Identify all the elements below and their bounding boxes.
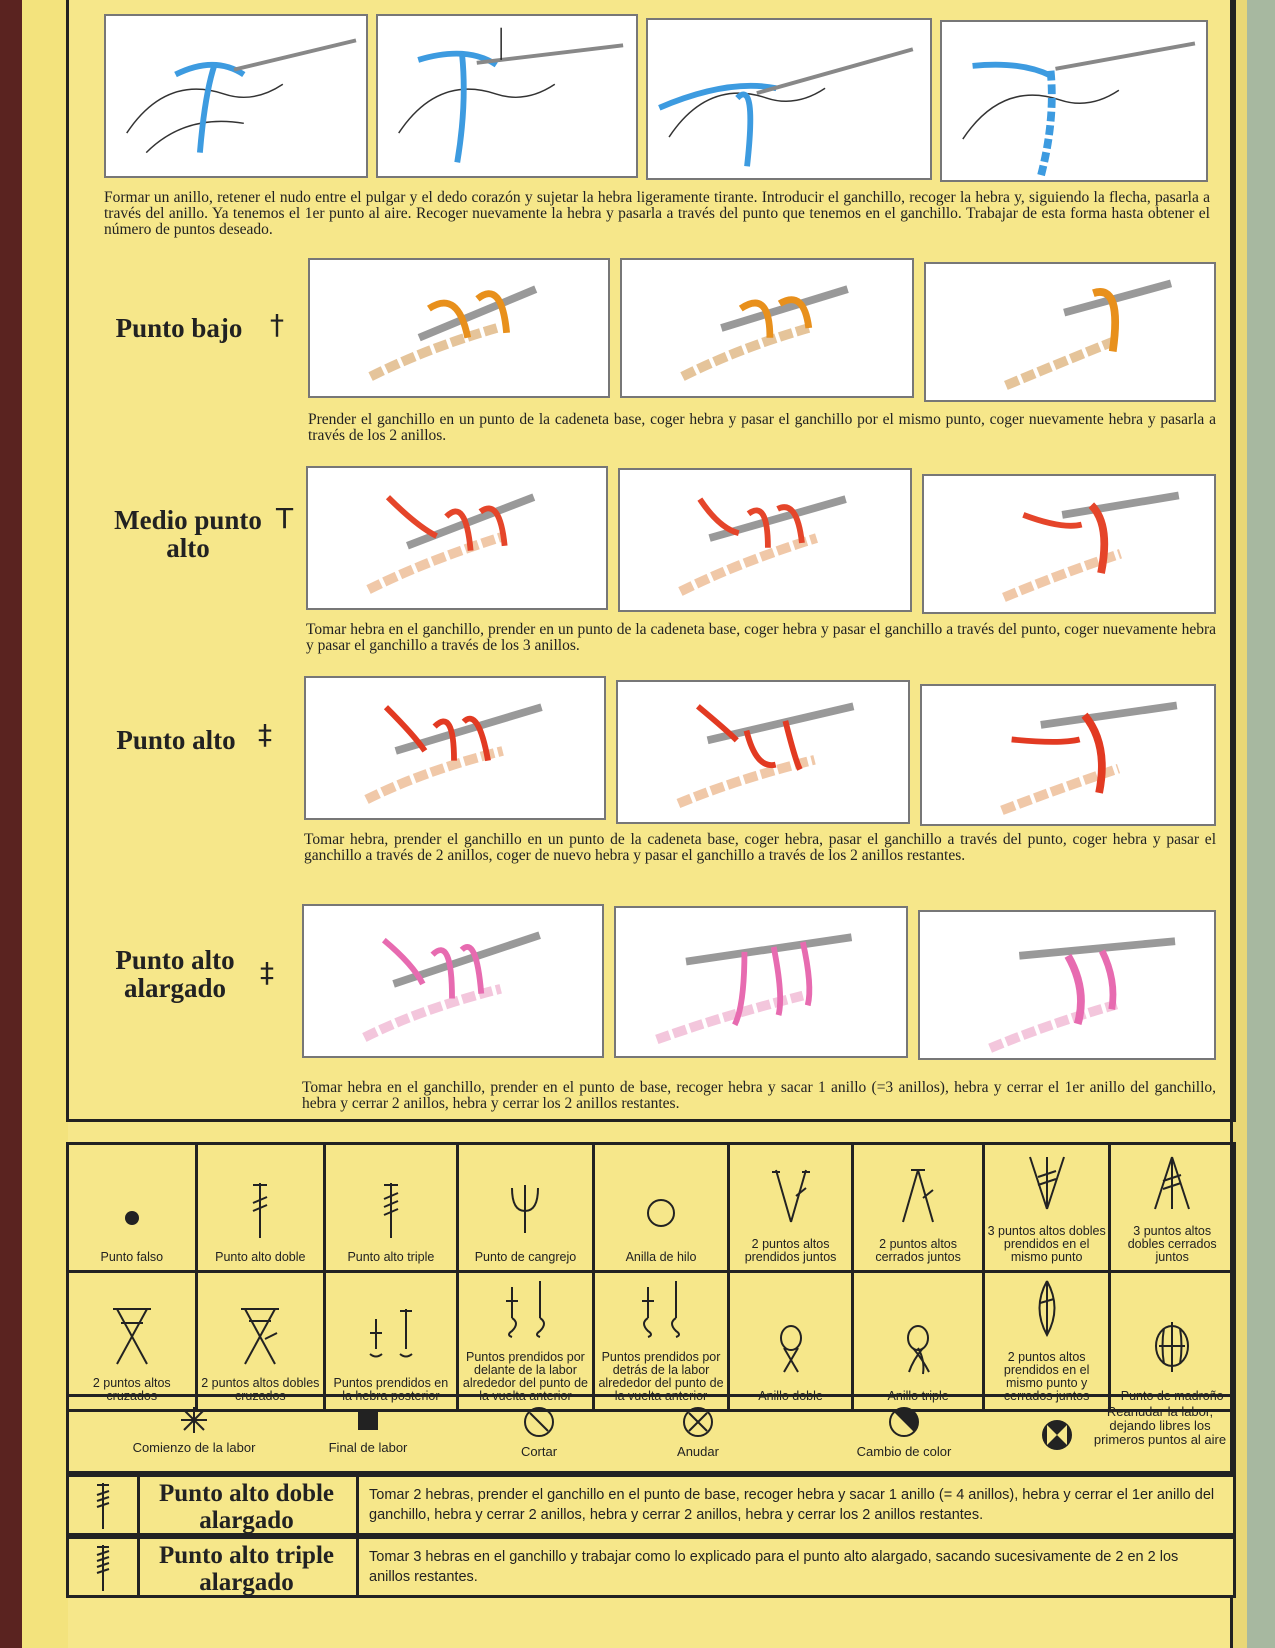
medio-punto-alto-step-2-illustration [618,468,912,612]
symbol-legend-table [66,1142,1236,1412]
legend-cell [594,1144,729,1272]
punto-alto-step-1-illustration [304,676,606,820]
legend-label: Puntos prendidos por detrás de la labor alrededor del punto de la vuelta anterior [598,1350,724,1403]
stitch-title-punto-alto: Punto alto [116,725,236,755]
medio-punto-alto-step-1-illustration [306,466,608,610]
v-icon [732,1160,850,1230]
punto-alto-triple-alargado-title: Punto alto triple alargado [137,1539,359,1595]
symbol-legend-row-3 [66,1394,1236,1474]
punto-alto-alargado-step-1-illustration [302,904,604,1058]
legend-label: Anilla de hilo [625,1250,697,1264]
bottom-row-punto-alto-doble-alargado [66,1474,1236,1536]
triple-treble-long-icon [69,1539,137,1595]
a-icon [856,1160,980,1230]
legend-cell [829,1397,979,1471]
legend-label: Comienzo de la labor [132,1440,256,1455]
page-margin-left [22,0,68,1648]
legend-label: 2 puntos altos cerrados juntos [875,1237,961,1264]
double-treble-icon [200,1173,322,1243]
legend-cell [68,1272,197,1411]
legend-label: 3 puntos altos dobles cerrados juntos [1127,1224,1217,1264]
punto-bajo-step-1-illustration [308,258,610,398]
chain-step-1-illustration [104,14,368,178]
medio-punto-alto-step-3-illustration [922,474,1216,614]
color-change-icon [887,1405,921,1439]
page-edge-right [1247,0,1275,1648]
knot-icon [681,1405,715,1439]
legend-icon-cell [1039,1397,1075,1471]
legend-label: 2 puntos altos prendidos en el mismo punto y cerrados juntos [1003,1350,1090,1403]
stitch-title-punto-alto-alargado: Punto alto alargado [115,945,235,1003]
legend-label: Punto falso [100,1250,164,1264]
back-post-icon [597,1273,725,1343]
punto-alto-alargado-description: Tomar hebra en el ganchillo, prender en el punto de base, recoger hebra y sacar 1 anillo (=3 anillos), hebra y cerrar el 1er anillo del ganchillo, hebra y cerrar 2 anillos, hebra y cerrar los 2 anillos restantes. [302,1079,1216,1112]
legend-label: Anudar [677,1444,719,1459]
punto-bajo-step-3-illustration [924,262,1216,402]
punto-alto-step-3-illustration [920,684,1216,826]
legend-cell [325,1272,458,1411]
legend-cell [313,1397,423,1471]
legend-cell [728,1272,853,1411]
chain-step-3-illustration [646,18,932,180]
dot-icon [71,1173,193,1243]
punto-alto-symbol: ‡ [258,718,272,751]
punto-alto-alargado-step-2-illustration [614,906,908,1058]
legend-cell [68,1144,197,1272]
punto-alto-step-2-illustration [616,680,910,824]
crab-stitch-icon [461,1173,591,1243]
cut-icon [522,1405,556,1439]
triple-treble-icon [328,1173,454,1243]
double-ring-icon [732,1312,850,1382]
legend-cell [728,1144,853,1272]
resume-icon [1039,1417,1075,1453]
punto-alto-triple-alargado-description: Tomar 3 hebras en el ganchillo y trabajar como lo explicado para el punto alto alargado, sacando sucesivamente de 2 en 2 los anillos restantes. [369,1549,1179,1585]
legend-cell [457,1144,594,1272]
double-treble-long-icon [69,1477,137,1533]
punto-bajo-step-2-illustration [620,258,914,398]
legend-label: Punto de madroño [1120,1389,1224,1403]
triple-a-icon [1113,1147,1231,1217]
legend-cell [1110,1144,1235,1272]
punto-alto-triple-alargado-symbol-cell [69,1539,140,1595]
punto-alto-description: Tomar hebra, prender el ganchillo en un punto de la cadeneta base, coger hebra, pasar el ganchillo a través del punto, coger hebra y pasar el ganchillo a través de 2 anillos, coger de nuevo hebra y pasar el ganchillo a través de los 2 anillos restantes. [304,831,1216,864]
legend-cell [594,1272,729,1411]
legend-label: Cortar [520,1444,558,1459]
legend-label: Punto alto doble [215,1250,306,1264]
page-edge-left [0,0,22,1648]
legend-label: 2 puntos altos cruzados [92,1376,171,1403]
legend-label: Final de labor [328,1440,408,1455]
legend-cell [1110,1272,1235,1411]
punto-alto-alargado-step-3-illustration [918,910,1216,1060]
chain-step-2-illustration [376,14,638,178]
legend-cell [853,1144,984,1272]
legend-cell [325,1144,458,1272]
legend-cell [479,1397,599,1471]
cluster-icon [987,1273,1107,1343]
legend-label: Anillo doble [758,1389,823,1403]
legend-cell [196,1272,325,1411]
legend-label: Puntos prendidos en la hebra posterior [333,1376,449,1403]
legend-cell [457,1272,594,1411]
legend-label: 2 puntos altos prendidos juntos [744,1237,837,1264]
front-post-icon [461,1273,591,1343]
legend-label: Punto de cangrejo [474,1250,577,1264]
punto-bajo-description: Prender el ganchillo en un punto de la cadeneta base, coger hebra y pasar el ganchillo por el mismo punto, coger nuevamente hebra y pasarla a través de los 2 anillos. [308,411,1216,444]
legend-cell [109,1397,279,1471]
legend-label: Cambio de color [856,1444,952,1459]
legend-label: Anillo triple [887,1389,949,1403]
bobble-icon [1113,1312,1231,1382]
square-icon [353,1405,383,1435]
circle-icon [597,1173,725,1243]
asterisk-icon [179,1405,209,1435]
stitch-title-medio-punto-alto: Medio punto alto [114,505,262,563]
triple-ring-icon [856,1312,980,1382]
legend-cell [853,1272,984,1411]
punto-bajo-symbol: † [270,308,284,341]
punto-alto-doble-alargado-title: Punto alto doble alargado [137,1477,359,1533]
legend-label: Puntos prendidos por delante de la labor alrededor del punto de la vuelta anterior [462,1350,588,1403]
legend-cell [983,1272,1110,1411]
legend-label: Reanudar la labor, dejando libres los primeros puntos al aire [1093,1404,1227,1447]
punto-alto-doble-alargado-symbol-cell [69,1477,140,1533]
medio-punto-alto-description: Tomar hebra en el ganchillo, prender en un punto de la cadeneta base, coger hebra y pasar el ganchillo a través del punto, coger nuevamente hebra y pasar el ganchillo a través de los 3 anillos. [306,621,1216,654]
legend-label: 2 puntos altos dobles cruzados [201,1376,320,1403]
crossed-icon [71,1299,193,1369]
medio-punto-alto-symbol: T [276,502,294,535]
stitch-title-punto-bajo: Punto bajo [115,313,243,343]
punto-alto-alargado-symbol: ‡ [260,956,274,989]
punto-alto-doble-alargado-description: Tomar 2 hebras, prender el ganchillo en el punto de base, recoger hebra y sacar 1 anillo (= 4 anillos), hebra y cerrar el 1er anillo del ganchillo, hebra y cerrar 2 anillos, hebra y cerrar 2 anillos, hebra y cerrar los 2 anillos restantes. [369,1487,1215,1523]
legend-label: 3 puntos altos dobles prendidos en el mismo punto [987,1224,1106,1264]
w-icon [987,1147,1107,1217]
crossed-double-icon [200,1299,322,1369]
legend-cell [983,1144,1110,1272]
back-loop-icon [328,1299,454,1369]
chain-description: Formar un anillo, retener el nudo entre el pulgar y el dedo corazón y sujetar la hebra ligeramente tirante. Introducir el ganchillo, recoger la hebra y, siguiendo la flecha, pasarla a través del anillo. Ya tenemos el 1er punto al aire. Recoger nuevamente la hebra y pasarla a través del punto que tenemos en el ganchillo. Trabajar de esta forma hasta obtener el número de puntos deseado. [104,189,1210,238]
chain-step-4-illustration [940,20,1208,182]
bottom-row-punto-alto-triple-alargado [66,1536,1236,1598]
legend-cell [633,1397,763,1471]
legend-label: Punto alto triple [347,1250,435,1264]
legend-cell [196,1144,325,1272]
